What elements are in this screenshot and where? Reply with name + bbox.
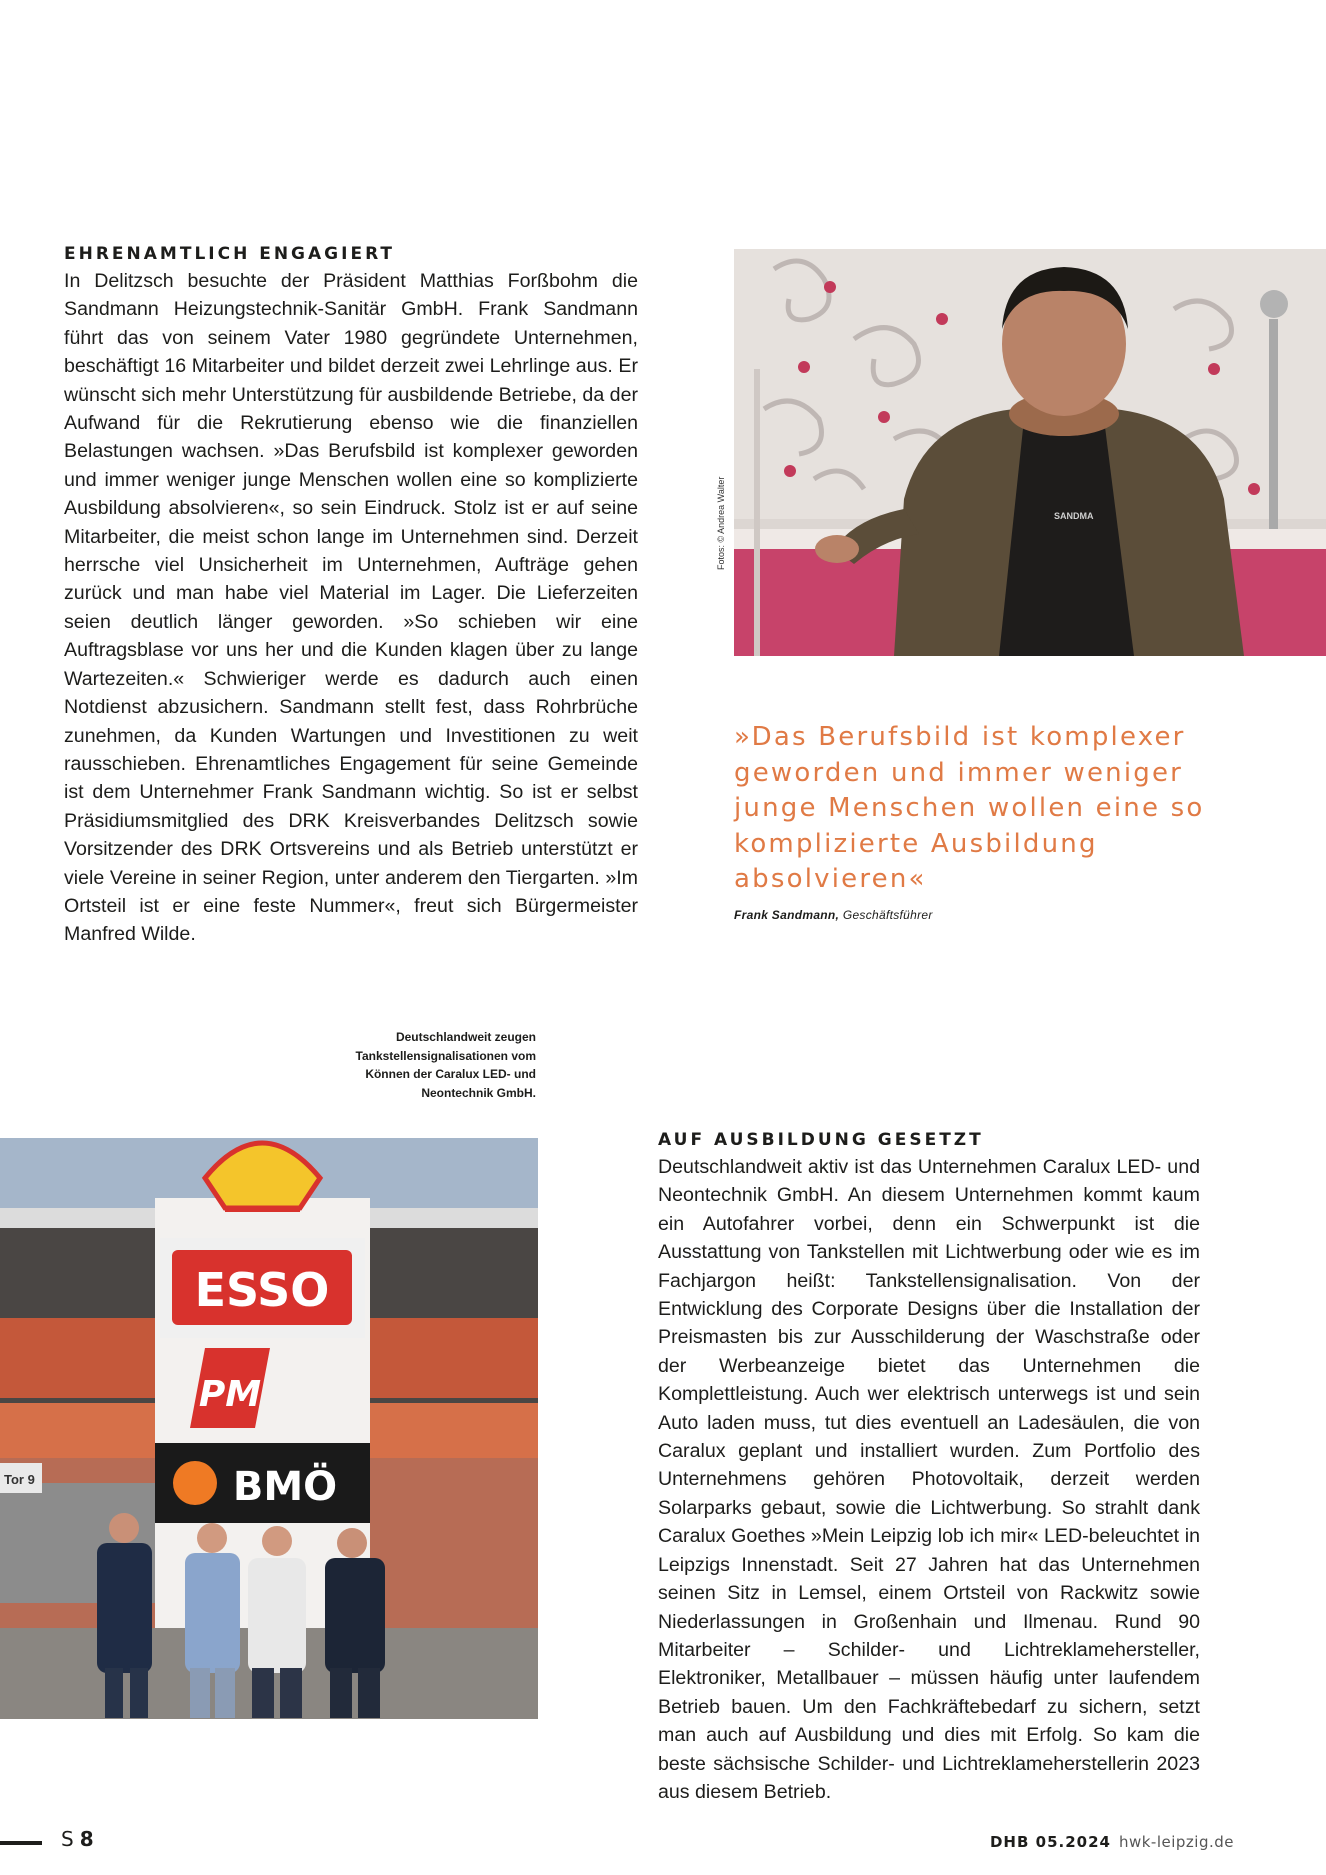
- footer-info: [990, 1833, 1234, 1851]
- sign-esso: ESSO: [194, 1263, 330, 1317]
- page-letter: S: [61, 1827, 74, 1851]
- pull-quote-text: »Das Berufsbild ist komplexer geworden und immer weniger junge Menschen wollen eine so komplizierte Ausbildung absolvieren«: [734, 722, 1205, 894]
- image-caption: Deutschlandweit zeugen Tankstellensignalisationen vom Können der Caralux LED- und Neontechnik GmbH.: [355, 1030, 536, 1100]
- portrait-illustration: [734, 249, 1326, 656]
- pull-quote-name: Frank Sandmann,: [734, 907, 840, 922]
- footer-rule: [0, 1841, 42, 1845]
- issue-label: DHB 05.2024: [989, 1833, 1111, 1851]
- page-number: [61, 1827, 94, 1851]
- gas-station-illustration: [0, 1138, 538, 1719]
- pull-quote-attribution: [734, 908, 1254, 922]
- page-number-value: 8: [79, 1827, 94, 1851]
- gas-station-photo: [0, 1138, 538, 1719]
- article-section-ehrenamtlich: [64, 244, 638, 949]
- sign-bmo: BMÖ: [232, 1464, 338, 1510]
- section-body: In Delitzsch besuchte der Präsident Matthias Forßbohm die Sandmann Heizungstechnik-Sanitär GmbH. Frank Sandmann führt das von seinem Vater 1980 gegründete Unternehmen, beschäftigt 16 Mitarbeiter und bildet derzeit zwei Lehrlinge aus. Er wünscht sich mehr Unterstützung für ausbildende Betriebe, da der Aufwand für die Rekrutierung ebenso wie die finanziellen Belastungen wachsen. »Das Berufsbild ist komplexer geworden und immer weniger junge Menschen wollen eine so komplizierte Ausbildung absolvieren«, so sein Eindruck. Stolz ist er auf seine Mitarbeiter, die meist schon lange im Unternehmen sind. Derzeit herrsche viel Unsicherheit im Unternehmen, Aufträge gehen zurück und man habe viel Material im Lager. Die Lieferzeiten seien deutlich länger geworden. »So schieben wir eine Auftragsblase vor uns her und die Kunden klagen über zu lange Wartezeiten.« Schwieriger werde es dadurch auch einen Notdienst abzusichern. Sandmann stellt fest, dass Rohrbrüche zunehmen, da Kunden Wartungen und Investitionen zu weit rausschieben. Ehrenamtliches Engagement für seine Gemeinde ist dem Unternehmer Frank Sandmann wichtig. So ist er selbst Präsidiumsmitglied des DRK Kreisverbandes Delitzsch sowie Vorsitzender des DRK Ortsvereins und als Betrieb unterstützt er viele Vereine in seiner Region, unter anderem den Tiergarten. »Im Ortsteil ist er eine feste Nummer«, freut sich Bürgermeister Manfred Wilde.: [64, 270, 638, 946]
- website-label: hwk-leipzig.de: [1118, 1833, 1234, 1851]
- sign-tor: Tor 9: [4, 1472, 35, 1487]
- pull-quote-role: Geschäftsführer: [839, 907, 933, 922]
- portrait-photo-frank-sandmann: [734, 249, 1326, 656]
- section-heading: AUF AUSBILDUNG GESETZT: [658, 1130, 984, 1150]
- section-heading: EHRENAMTLICH ENGAGIERT: [64, 244, 395, 264]
- sign-pm: PM: [198, 1374, 262, 1415]
- shirt-logo: SANDMA: [1054, 511, 1094, 521]
- article-section-ausbildung: [658, 1130, 1200, 1806]
- section-body: Deutschlandweit aktiv ist das Unternehmen Caralux LED- und Neontechnik GmbH. An diesem Unternehmen kommt kaum ein Autofahrer vorbei, denn ein Schwerpunkt ist die Ausstattung von Tankstellen mit Lichtwerbung oder wie es im Fachjargon heißt: Tankstellensignalisation. Von der Entwicklung des Corporate Designs über die Installation der Preismasten bis zur Ausschilderung der Waschstraße oder der Werbeanzeige bietet das Unternehmen die Komplettleistung. Auch wer elektrisch unterwegs ist und sein Auto laden muss, tut dies eventuell an Ladesäulen, die von Caralux geplant und installiert wurden. Zum Portfolio des Unternehmens gehören Photovoltaik, derzeit werden Solarparks gebaut, sowie die Lichtwerbung. So strahlt dank Caralux Goethes »Mein Leipzig lob ich mir« LED-beleuchtet in Leipzigs Innenstadt. Seit 27 Jahren hat das Unternehmen seinen Sitz in Lemsel, einem Ortsteil von Rackwitz sowie Niederlassungen in Großenhain und Ilmenau. Rund 90 Mitarbeiter – Schilder- und Lichtreklamehersteller, Elektroniker, Metallbauer – müssen häufig unter laufendem Betrieb bauen. Um den Fachkräftebedarf zu sichern, setzt man auch auf Ausbildung und dies mit Erfolg. So kam die beste sächsische Schilder- und Lichtreklameherstellerin 2023 aus diesem Betrieb.: [658, 1156, 1200, 1803]
- photo-credit: Fotos: © Andrea Walter: [716, 476, 726, 570]
- pull-quote: [734, 720, 1254, 922]
